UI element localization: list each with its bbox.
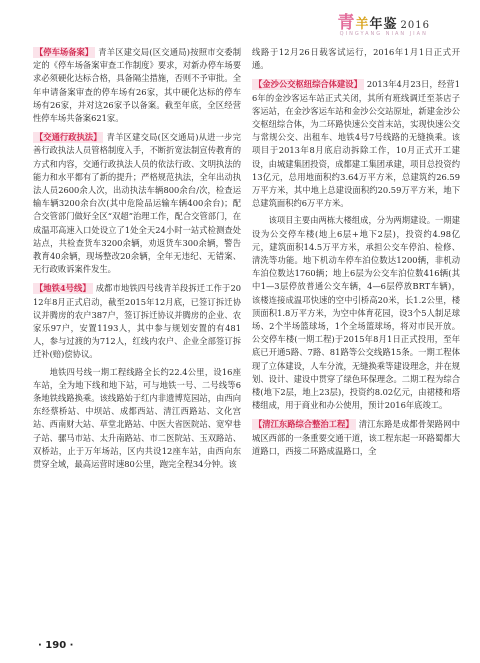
section-qingjiang-road (252, 418, 460, 458)
logo-pinyin: QINGYANG NIAN JIAN (339, 31, 428, 37)
section-body: 清江东路是成都骨架路网中城区西部的一条重要交通干道，该工程东起一环路蜀都大道路口，西接二环路成温路口，全 (252, 419, 460, 456)
right-column (252, 46, 460, 462)
section-traffic-enforcement (33, 131, 241, 276)
section-title: 【金沙公交枢纽综合体建设】 (254, 79, 362, 90)
section-title: 【地铁4号线】 (35, 283, 91, 294)
section-body: 青羊区建交局(区交通局)按照市交委制定的《停车场备案审查工作制度》要求，对新办停车场要求必须硬化达标合格，具备隔尘措施，否则不予审批。全年申请备案审查的停车场有26家，其中硬化达标的停车场有26家，并对这26家予以备案。截至年底，全区经营性停车场共备案621家。 (33, 47, 241, 124)
section-body: 成都市地铁四号线青羊段拆迁工作于2012年8月正式启动，截至2015年12月底，已签订拆迁协议并腾房的农户387户，签订拆迁协议并腾房的企业、农家乐97户，安置1193人，其中参与规划安置的有481人，参与过渡的为712人，红线内农户、企业全部签订拆迁补(赔)偿协议。 (33, 283, 241, 360)
section-title: 【交通行政执法】 (35, 132, 102, 143)
page-header (0, 0, 480, 44)
section-title: 【停车场备案】 (35, 47, 94, 57)
logo-char-yang: 羊 (355, 17, 370, 32)
logo-year: 2016 (400, 20, 430, 31)
section-parking-filing (33, 46, 241, 125)
yearbook-logo (338, 8, 430, 37)
paragraph: 地铁四号线一期工程线路全长约22.4公里，设16座车站，全为地下线和地下站，可与地铁一号、二号线等6条地铁线路换乘。该线路始于红内非遗博览园站，由西向东经蔡桥站、中坝站、成都西站、清江西路站、文化宫站、西南财大站、草堂北路站、中医大省医院站、宽窄巷子站、骡马市站、太升南路站、市二医院站、玉双路站、双桥站，止于万年场站，区内共设12座车站，由西向东贯穿全域，最高运营时速80公里，跑完全程34分钟。该 (33, 366, 241, 470)
section-title: 【清江东路综合整治工程】 (254, 419, 354, 430)
logo-char-qing: 青 (337, 13, 356, 33)
section-body: 青羊区建交局(区交通局)从进一步完善行政执法人员管格制度入手，不断折宽法制宣传教育的方式和内容，交通行政执法人员的依法行政、文明执法的能力和水平都有了新的提升；严格规范执法，全年出动执法人员2600余人次，出动执法车辆800余台/次，检查运输车辆3200余台次(其中危险品运输车辆400余台)；配合交管部门做好全区“双超”治理工作，配合交管部门，在成温邛高速入口处设立了1处全天24小时一站式检测查处站点，共检查货车3200余辆，劝返货车300余辆，警告教育40余辆，现场整改20余辆，全年无违纪、无错案、无行政败诉案件发生。 (33, 132, 241, 275)
section-jinsha-hub (252, 78, 460, 210)
paragraph: 该项目主要由两栋大楼组成，分为两期建设。一期建设为公交停车楼(地上6层+地下2层)，投资约4.98亿元，建筑面积14.5万平方米，承担公交车停泊、检修、清洗等功能。地下机动车停车泊位数达1200辆，非机动车泊位数达1760辆；地上6层为公交车泊位数416辆(其中1—3层停放普通公交车辆，4—6层停放BRT车辆)，该楼连接成温邛快速的空中引桥高20米，长1.2公里，楼顶面积1.8万平方米，为空中体育花园，设3个5人制足球场、2个半场篮球场，1个全场篮球场，将对市民开放。公交停车楼(一期工程)于2015年8月1日正式投用，至年底已开通5路、7路、81路等公交线路15条。一期工程体现了立体建设，人车分流，无缝换乘等建设理念，并在规划、设计、建设中贯穿了绿色环保理念。二期工程为综合楼(地下2层，地上23层)，投资约8.02亿元，由裙楼和塔楼组成，用于商业和办公使用，预计2016年底竣工。 (252, 215, 460, 411)
paragraph: 线路于12月26日载客试运行，2016年1月1日正式开通。 (252, 47, 460, 71)
left-column (33, 46, 241, 475)
section-metro-line-4 (33, 282, 241, 361)
logo-suffix: 年鉴 (369, 17, 398, 32)
page-number: · 190 · (38, 640, 74, 651)
section-body: 2013年4月23日，经营16年的金沙客运车站正式关闭，其所有班线调迁至茶店子客运站，在金沙客运车站和金沙公交站原址，新建金沙公交枢纽综合体，为二环路快速公交首末站，实现快速公交与常规公交、出租车、地铁4号7号线路的无缝换乘。该项目于2013年8月底启动拆除工作，10月正式开工建设，由城建集团投资，成都建工集团承建，项目总投资约13亿元，总用地面积约3.64万平方米，总建筑约26.59万平方米，其中地上总建设面积约20.59万平方米，地下总建筑面积约6万平方米。 (252, 79, 460, 209)
